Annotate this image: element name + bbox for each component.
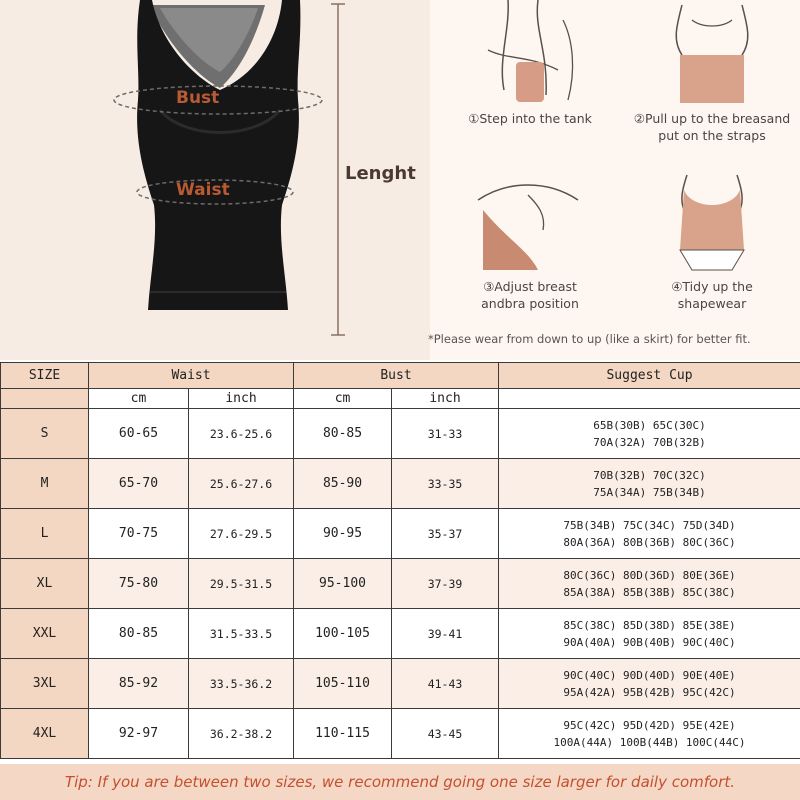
table-row [1, 459, 800, 509]
product-illustration [0, 0, 800, 360]
cup-line: 100A(44A) 100B(44B) 100C(44C) [553, 735, 746, 749]
cup-line: 85A(38A) 85B(38B) 85C(38C) [563, 585, 736, 599]
waist-cm-cell: 60-65 [89, 409, 189, 459]
cup-cell [499, 409, 800, 459]
waist-inch-cell: 36.2-38.2 [189, 709, 294, 759]
table-row [1, 509, 800, 559]
cup-line: 95C(42C) 95D(42D) 95E(42E) [563, 718, 736, 732]
step-3-line-2: andbra position [481, 296, 579, 311]
wearing-steps-panel [430, 0, 800, 360]
waist-inch-cell: 29.5-31.5 [189, 559, 294, 609]
length-label: Lenght [345, 163, 416, 184]
bust-cm-header: cm [294, 389, 392, 409]
waist-cm-cell: 65-70 [89, 459, 189, 509]
cup-line: 90C(40C) 90D(40D) 90E(40E) [563, 668, 736, 682]
bust-cm-cell: 105-110 [294, 659, 392, 709]
waist-inch-cell: 31.5-33.5 [189, 609, 294, 659]
suggest-cup-header: Suggest Cup [499, 363, 800, 389]
step-1-caption [440, 110, 620, 127]
step-4-illustration [652, 170, 772, 275]
cup-cell [499, 609, 800, 659]
step-4-line-1: ④Tidy up the [671, 279, 753, 294]
bust-header: Bust [294, 363, 499, 389]
step-2-line-2: put on the straps [658, 128, 766, 143]
waist-cm-cell: 70-75 [89, 509, 189, 559]
size-cell: 3XL [1, 659, 89, 709]
bust-inch-cell: 39-41 [392, 609, 499, 659]
size-cell: S [1, 409, 89, 459]
bust-label: Bust [176, 88, 220, 108]
bust-inch-cell: 37-39 [392, 559, 499, 609]
cup-cell [499, 659, 800, 709]
size-cell: L [1, 509, 89, 559]
bust-inch-cell: 35-37 [392, 509, 499, 559]
size-cell: XL [1, 559, 89, 609]
waist-cm-cell: 80-85 [89, 609, 189, 659]
table-row [1, 709, 800, 759]
waist-inch-cell: 27.6-29.5 [189, 509, 294, 559]
cup-line: 80A(36A) 80B(36B) 80C(36C) [563, 535, 736, 549]
waist-cm-header: cm [89, 389, 189, 409]
waist-inch-cell: 23.6-25.6 [189, 409, 294, 459]
tip-banner [0, 764, 800, 800]
bust-cm-cell: 85-90 [294, 459, 392, 509]
step-2-line-1: ②Pull up to the breasand [633, 111, 791, 126]
size-header: SIZE [1, 363, 89, 389]
tank-illustration-panel [0, 0, 430, 360]
table-row [1, 609, 800, 659]
step-3-caption [440, 278, 620, 312]
cup-line: 75B(34B) 75C(34C) 75D(34D) [563, 518, 736, 532]
step-4-line-2: shapewear [677, 296, 747, 311]
unit-header-row [1, 389, 800, 409]
step-3-line-1: ③Adjust breast [483, 279, 577, 294]
cup-line: 65B(30B) 65C(30C) [593, 418, 706, 432]
table-row [1, 409, 800, 459]
step-1-line-1: ①Step into the tank [468, 111, 592, 126]
step-2-caption [622, 110, 800, 144]
size-chart-table [0, 362, 800, 764]
waist-inch-cell: 33.5-36.2 [189, 659, 294, 709]
waist-cm-cell: 92-97 [89, 709, 189, 759]
waist-header: Waist [89, 363, 294, 389]
cup-line: 90A(40A) 90B(40B) 90C(40C) [563, 635, 736, 649]
wearing-note: *Please wear from down to up (like a skirt) for better fit. [428, 332, 751, 346]
cup-line: 70A(32A) 70B(32B) [593, 435, 706, 449]
cup-cell [499, 509, 800, 559]
cup-cell [499, 709, 800, 759]
cup-unit-blank [499, 389, 800, 409]
size-cell: 4XL [1, 709, 89, 759]
cup-line: 85C(38C) 85D(38D) 85E(38E) [563, 618, 736, 632]
cup-line: 95A(42A) 95B(42B) 95C(42C) [563, 685, 736, 699]
table-header-row [1, 363, 800, 389]
bust-cm-cell: 110-115 [294, 709, 392, 759]
bust-inch-cell: 41-43 [392, 659, 499, 709]
table-row [1, 659, 800, 709]
waist-label: Waist [176, 180, 230, 200]
waist-cm-cell: 85-92 [89, 659, 189, 709]
bust-inch-header: inch [392, 389, 499, 409]
bust-cm-cell: 80-85 [294, 409, 392, 459]
cup-line: 75A(34A) 75B(34B) [593, 485, 706, 499]
waist-cm-cell: 75-80 [89, 559, 189, 609]
step-3-illustration [468, 170, 588, 275]
size-cell: XXL [1, 609, 89, 659]
unit-header-blank [1, 389, 89, 409]
bust-cm-cell: 90-95 [294, 509, 392, 559]
tip-text: Tip: If you are between two sizes, we recommend going one size larger for daily comfort. [64, 773, 736, 791]
size-cell: M [1, 459, 89, 509]
bust-inch-cell: 43-45 [392, 709, 499, 759]
bust-inch-cell: 33-35 [392, 459, 499, 509]
cup-line: 70B(32B) 70C(32C) [593, 468, 706, 482]
cup-cell [499, 559, 800, 609]
waist-inch-header: inch [189, 389, 294, 409]
cup-cell [499, 459, 800, 509]
bust-inch-cell: 31-33 [392, 409, 499, 459]
step-2-illustration [652, 0, 772, 105]
step-1-illustration [468, 0, 588, 105]
step-4-caption [622, 278, 800, 312]
bust-cm-cell: 100-105 [294, 609, 392, 659]
cup-line: 80C(36C) 80D(36D) 80E(36E) [563, 568, 736, 582]
bust-cm-cell: 95-100 [294, 559, 392, 609]
table-row [1, 559, 800, 609]
waist-inch-cell: 25.6-27.6 [189, 459, 294, 509]
